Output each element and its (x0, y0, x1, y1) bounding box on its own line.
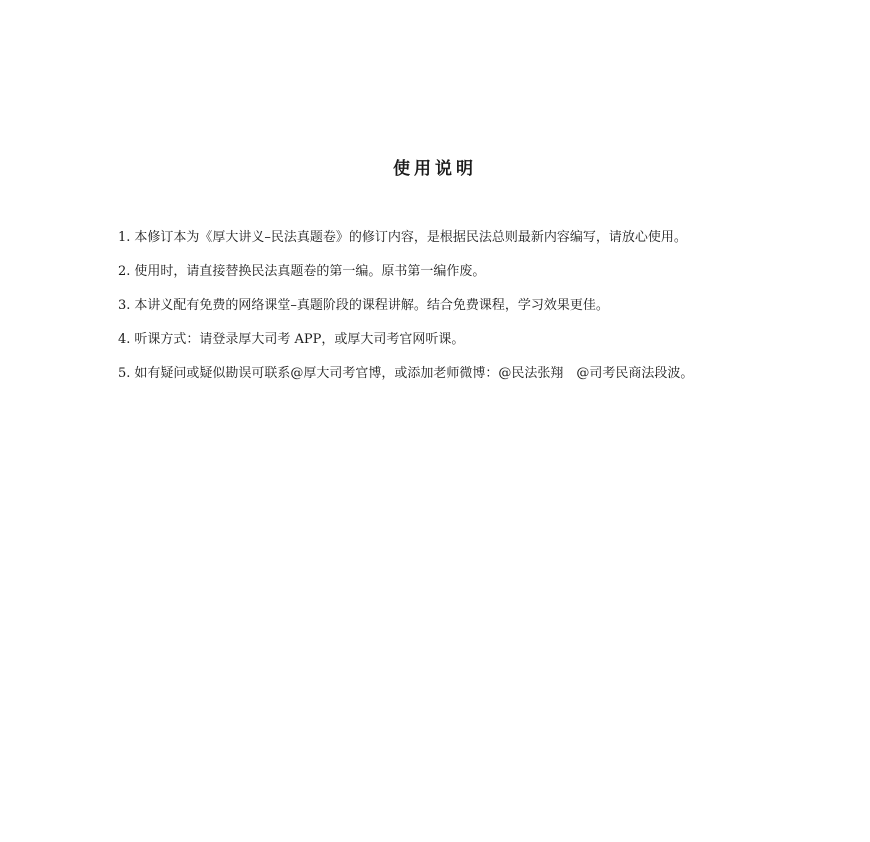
item-number: 2. (118, 264, 131, 279)
item-number: 5. (118, 366, 131, 381)
instruction-item-3 (86, 294, 792, 317)
item-text: 本讲义配有免费的网络课堂–真题阶段的课程讲解。结合免费课程，学习效果更佳。 (134, 298, 609, 313)
item-text: 使用时，请直接替换民法真题卷的第一编。原书第一编作废。 (134, 264, 486, 279)
page-title: 使用说明 (393, 159, 477, 179)
item-text: 听课方式：请登录厚大司考 APP，或厚大司考官网听课。 (134, 332, 465, 347)
item-number: 1. (118, 230, 131, 245)
instruction-item-1 (86, 226, 792, 249)
instruction-item-5 (86, 362, 792, 385)
instructions-list (86, 226, 792, 396)
item-number: 4. (118, 332, 131, 347)
item-text: 本修订本为《厚大讲义–民法真题卷》的修订内容，是根据民法总则最新内容编写，请放心使用。 (134, 230, 687, 245)
item-number: 3. (118, 298, 131, 313)
instruction-item-4 (86, 328, 792, 351)
item-text: 如有疑问或疑似勘误可联系@厚大司考官博，或添加老师微博：@民法张翔 @司考民商法段波。 (134, 366, 694, 381)
instruction-item-2 (86, 260, 792, 283)
